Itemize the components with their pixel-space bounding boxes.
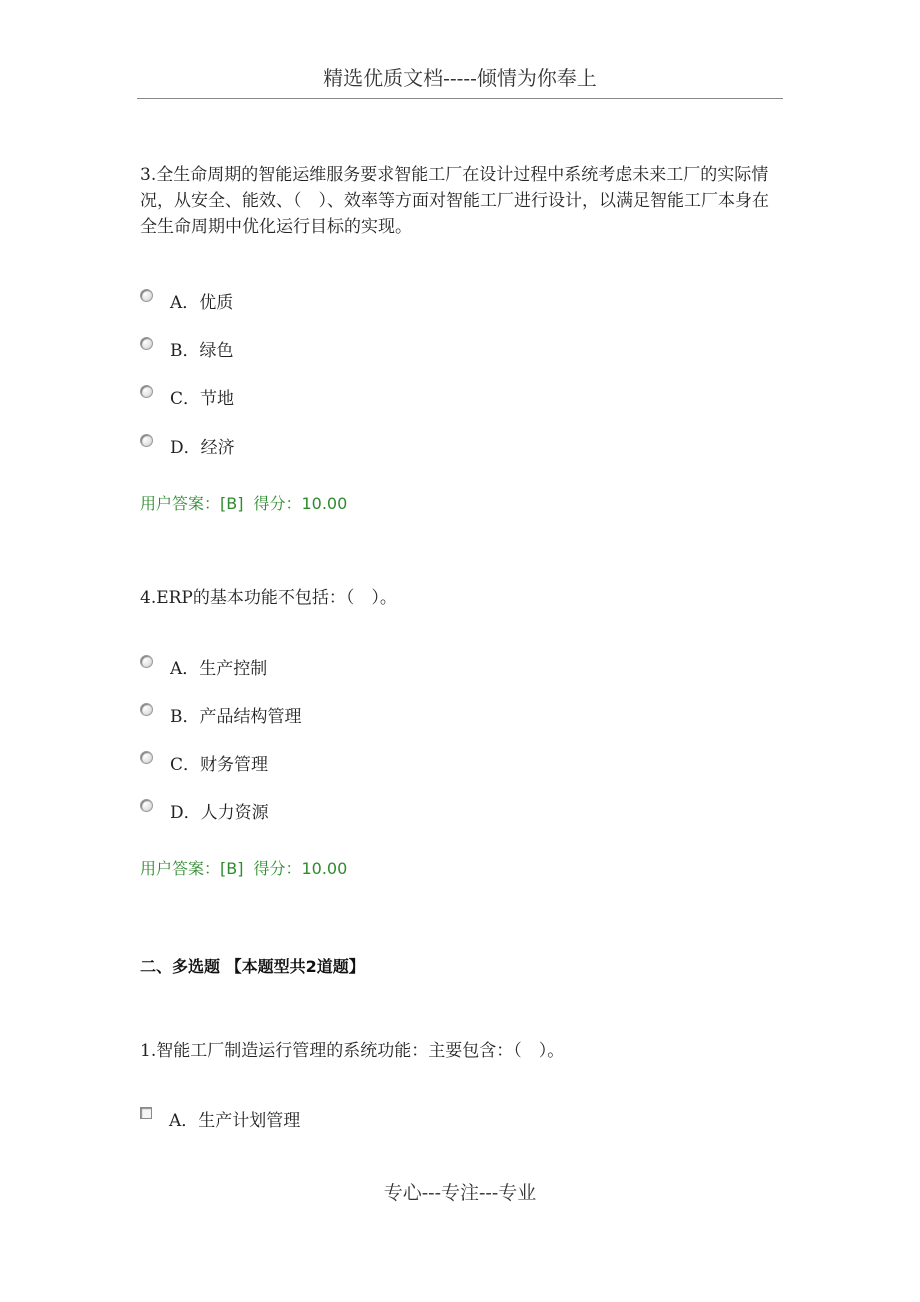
option-label: D．经济 [170,437,235,458]
multi-question-1-option-a[interactable] [140,1106,300,1130]
page-header: 精选优质文档-----倾情为你奉上 [323,66,597,90]
radio-button[interactable] [140,337,153,350]
question-4-option-c[interactable] [140,750,268,774]
question-4-option-a[interactable] [140,654,267,678]
checkbox[interactable] [140,1107,152,1119]
user-answer: 用户答案：[B] [140,859,244,878]
option-label: C．节地 [170,388,235,409]
option-label: C．财务管理 [170,754,269,775]
radio-button[interactable] [140,799,153,812]
option-label: A．优质 [170,292,234,313]
radio-button[interactable] [140,655,153,668]
question-4-text: 4.ERP的基本功能不包括：（ ）。 [140,588,397,608]
question-4-option-d[interactable] [140,798,269,822]
user-answer: 用户答案：[B] [140,494,244,513]
question-4-result [140,856,357,879]
question-3-option-a[interactable] [140,288,233,312]
option-label: B．产品结构管理 [170,706,302,727]
question-3-text: 3.全生命周期的智能运维服务要求智能工厂在设计过程中系统考虑未来工厂的实际情况，从安全、能效、（ ）、效率等方面对智能工厂进行设计，以满足智能工厂本身在全生命周期中优化运行目标的实现。 [140,165,769,237]
question-3-option-b[interactable] [140,336,234,360]
radio-button[interactable] [140,385,153,398]
question-3-result [140,491,357,514]
header-divider [137,98,783,99]
option-label: D．人力资源 [170,802,269,823]
option-label: A．生产控制 [170,658,268,679]
question-3-option-c[interactable] [140,384,234,408]
question-3-option-d[interactable] [140,433,235,457]
question-4-option-b[interactable] [140,702,302,726]
radio-button[interactable] [140,751,153,764]
radio-button[interactable] [140,434,153,447]
page-footer: 专心---专注---专业 [383,1182,537,1204]
option-label: A．生产计划管理 [169,1110,301,1131]
score: 得分：10.00 [253,494,348,513]
score: 得分：10.00 [253,859,348,878]
radio-button[interactable] [140,703,153,716]
radio-button[interactable] [140,289,153,302]
option-label: B．绿色 [170,340,234,361]
multi-question-1-text: 1.智能工厂制造运行管理的系统功能：主要包含：（ ）。 [140,1041,565,1061]
section-heading: 二、多选题 【本题型共2道题】 [140,957,365,976]
